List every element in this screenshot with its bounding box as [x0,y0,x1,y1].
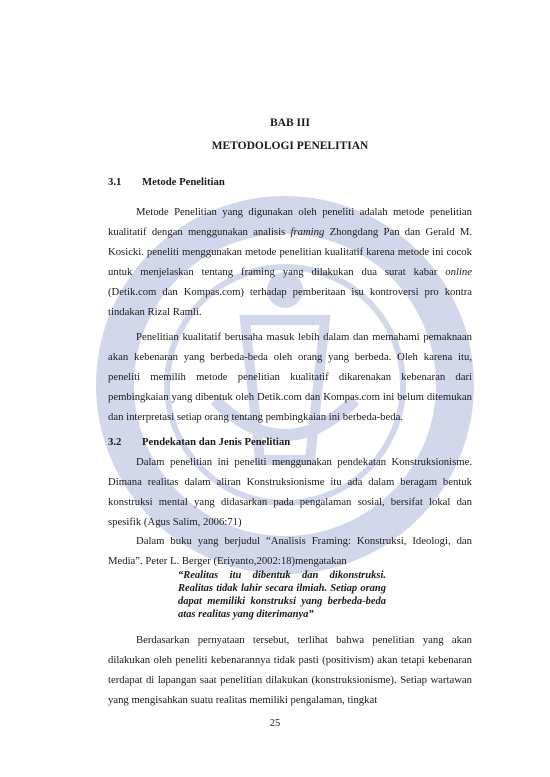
section-heading-3-1 [108,172,472,192]
paragraph-kualitatif: Penelitian kualitatif berusaha masuk lebih dalam dan memahami pemaknaan akan kebenaran yang berbeda-beda oleh orang yang berbeda. Oleh karena itu, peneliti memilih metode penelitian kualitatif dikarenakan kebenaran dari pembingkaian yang dibentuk oleh Detik.com dan Kompas.com ini belum ditemukan dan interpretasi setiap orang tentang pembingkaian ini berbeda-beda. [108,331,472,423]
italic-term-online: online [445,266,472,278]
section-number: 3.1 [108,176,122,188]
paragraph-text: Zhongdang Pan dan Gerald M. Kosicki. peneliti menggunakan metode penelitian kualitatif karena metode ini cocok untuk menjelaskan tentang framing yang dilakukan dua surat kabar [108,226,472,278]
chapter-number: BAB III [270,117,310,129]
block-quote: “Realitas itu dibentuk dan dikonstruksi. Realitas tidak lahir secara ilmiah. Setiap orang dapat memiliki konstruksi yang berbeda-beda atas realitas yang diterimanya” [178,570,386,620]
paragraph-pendekatan: Dalam penelitian ini peneliti menggunakan pendekatan Konstruksionisme. Dimana realitas dalam aliran Konstruksionisme itu ada dalam beragam bentuk konstruksi mental yang didasarkan pada pengalaman sosial, bersifat lokal dan spesifik (Agus Salim, 2006:71) [108,456,472,528]
paragraph-berdasarkan: Berdasarkan pernyataan tersebut, terlihat bahwa penelitian yang akan dilakukan oleh peneliti kebenarannya tidak pasti (positivism) akan tetapi kebenaran terdapat di lapangan saat penelitian dilakukan (konstruksionisme). Setiap wartawan yang mengisahkan suatu realitas memiliki pengalaman, tingkat [108,634,472,706]
chapter-title: METODOLOGI PENELITIAN [211,140,369,152]
section-title: Pendekatan dan Jenis Penelitian [142,436,291,448]
paragraph-text: Metode Penelitian yang digunakan oleh peneliti adalah metode penelitian kualitatif dengan menggunakan analisis [108,206,472,238]
paragraph-buku: Dalam buku yang berjudul “Analisis Framing: Konstruksi, Ideologi, dan Media”. Peter L. Berger (Eriyanto,2002:18)mengatakan [108,535,472,567]
paragraph-metode [108,202,472,322]
italic-term-framing: framing [290,226,325,238]
paragraph-text: (Detik.com dan Kompas.com) terhadap pemberitaan isu kontroversi pro kontra tindakan Rizal Ramli. [108,286,472,318]
section-number: 3.2 [108,436,122,448]
section-title: Metode Penelitian [142,176,225,188]
section-heading-3-2 [108,432,472,452]
page-number: 25 [269,718,281,729]
